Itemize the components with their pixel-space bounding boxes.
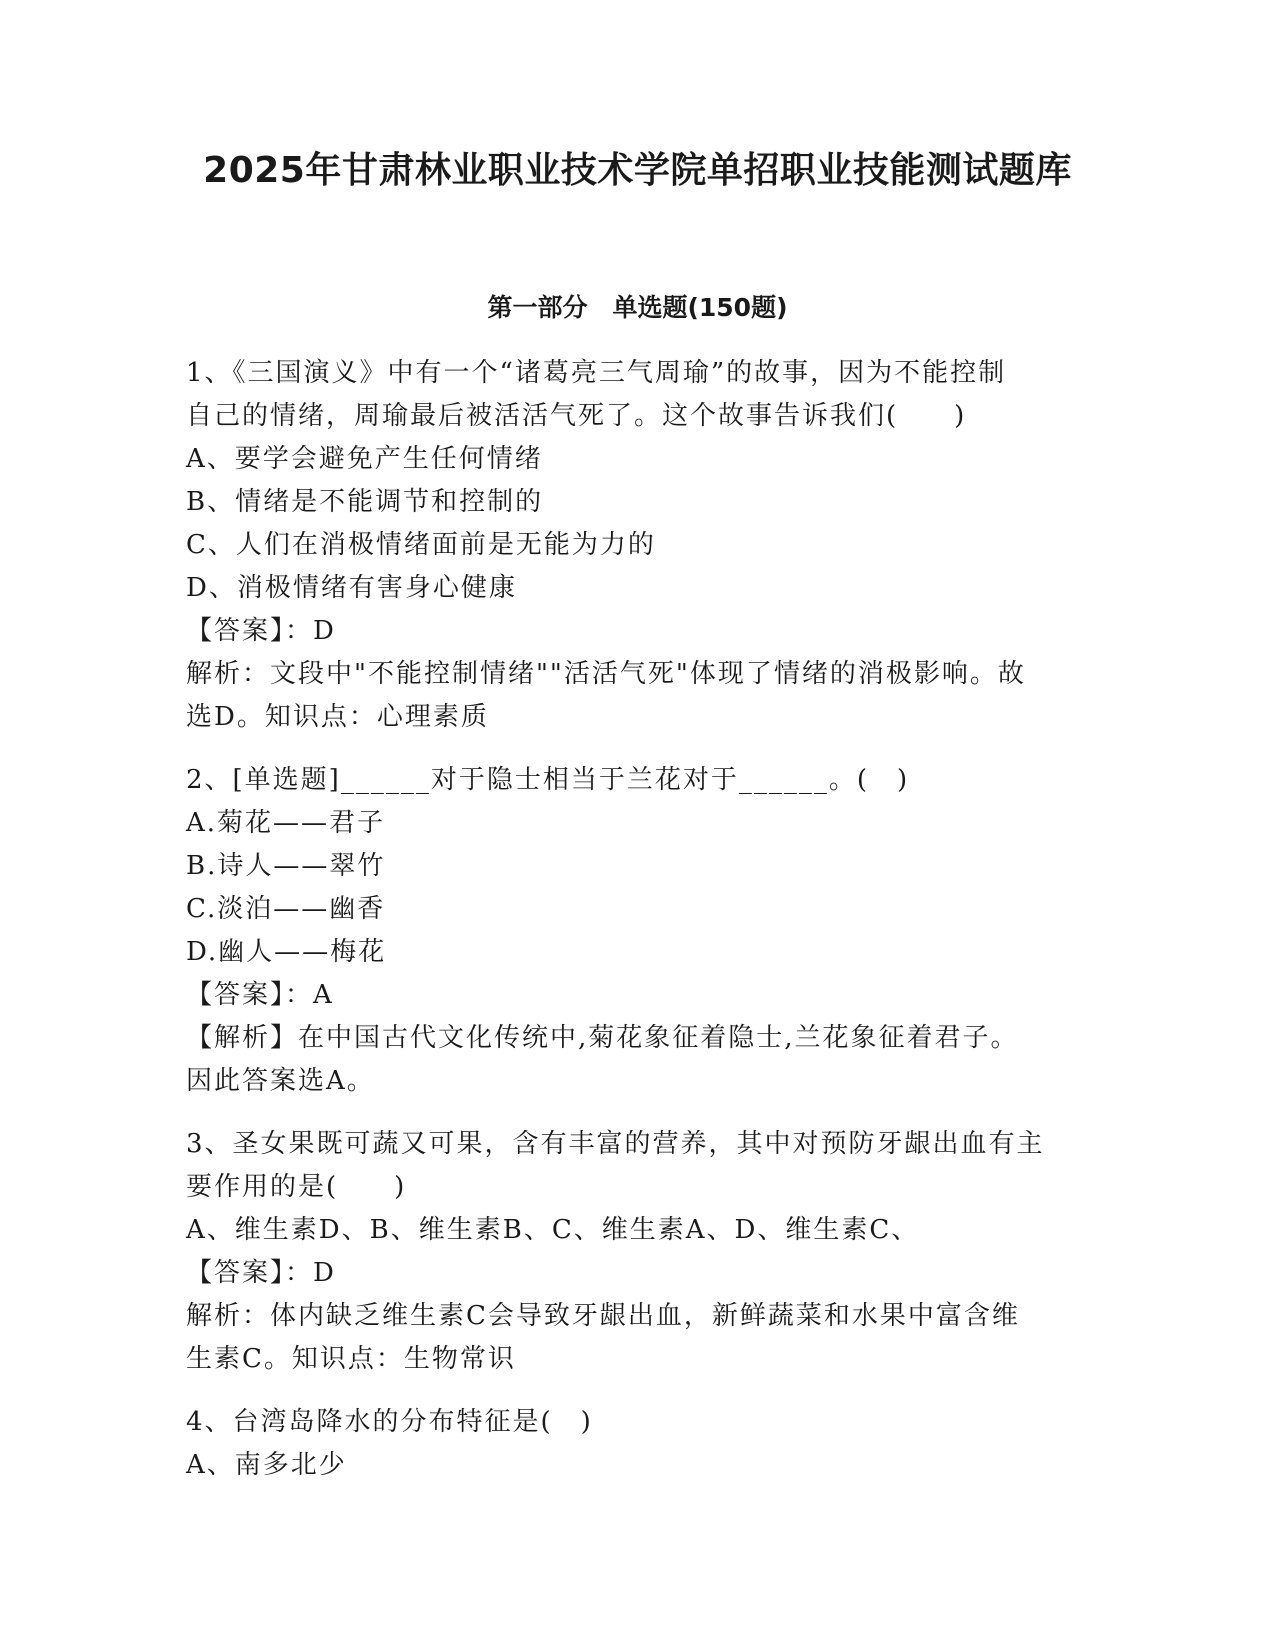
option-b: B.诗人——翠竹: [186, 851, 386, 881]
question-stem-line: 2、[单选题]______对于隐士相当于兰花对于______。( ): [186, 765, 910, 795]
option-d: D.幽人——梅花: [186, 937, 387, 967]
question-2: [186, 759, 1086, 1103]
question-4: [186, 1401, 1086, 1487]
analysis-line: 因此答案选A。: [186, 1066, 375, 1096]
analysis-line: 解析：体内缺乏维生素C会导致牙龈出血，新鲜蔬菜和水果中富含维: [186, 1301, 1020, 1331]
analysis-line: 解析：文段中"不能控制情绪""活活气死"体现了情绪的消极影响。故: [186, 659, 1026, 689]
option-a: A.菊花——君子: [186, 808, 386, 838]
question-3: [186, 1123, 1086, 1381]
question-stem-line: 1、《三国演义》中有一个“诸葛亮三气周瑜”的故事，因为不能控制: [186, 358, 1007, 388]
question-stem-line: 要作用的是( ): [186, 1172, 407, 1202]
option-c: C、人们在消极情绪面前是无能为力的: [186, 530, 656, 560]
analysis-line: 生素C。知识点：生物常识: [186, 1344, 516, 1374]
option-a: A、要学会避免产生任何情绪: [186, 444, 543, 474]
analysis-line: 选D。知识点：心理素质: [186, 702, 489, 732]
option-b: B、情绪是不能调节和控制的: [186, 487, 544, 517]
option-c: C.淡泊——幽香: [186, 894, 386, 924]
question-stem-line: 自己的情绪，周瑜最后被活活气死了。这个故事告诉我们( ): [186, 401, 967, 431]
answer: 【答案】：D: [186, 1258, 336, 1288]
question-stem-line: 4、台湾岛降水的分布特征是( ): [186, 1407, 593, 1437]
analysis-line: 【解析】在中国古代文化传统中,菊花象征着隐士,兰花象征着君子。: [186, 1023, 1019, 1053]
answer: 【答案】：D: [186, 616, 336, 646]
option-a: A、南多北少: [186, 1450, 347, 1480]
options-inline: A、维生素D、B、维生素B、C、维生素A、D、维生素C、: [186, 1215, 920, 1245]
document-title: 2025年甘肃林业职业技术学院单招职业技能测试题库: [203, 150, 1072, 191]
question-list: [186, 352, 1086, 1487]
section-title: 第一部分 单选题(150题): [487, 293, 788, 322]
question-1: [186, 352, 1086, 739]
option-d: D、消极情绪有害身心健康: [186, 573, 517, 603]
answer: 【答案】：A: [186, 980, 334, 1010]
question-stem-line: 3、圣女果既可蔬又可果，含有丰富的营养，其中对预防牙龈出血有主: [186, 1129, 1045, 1159]
